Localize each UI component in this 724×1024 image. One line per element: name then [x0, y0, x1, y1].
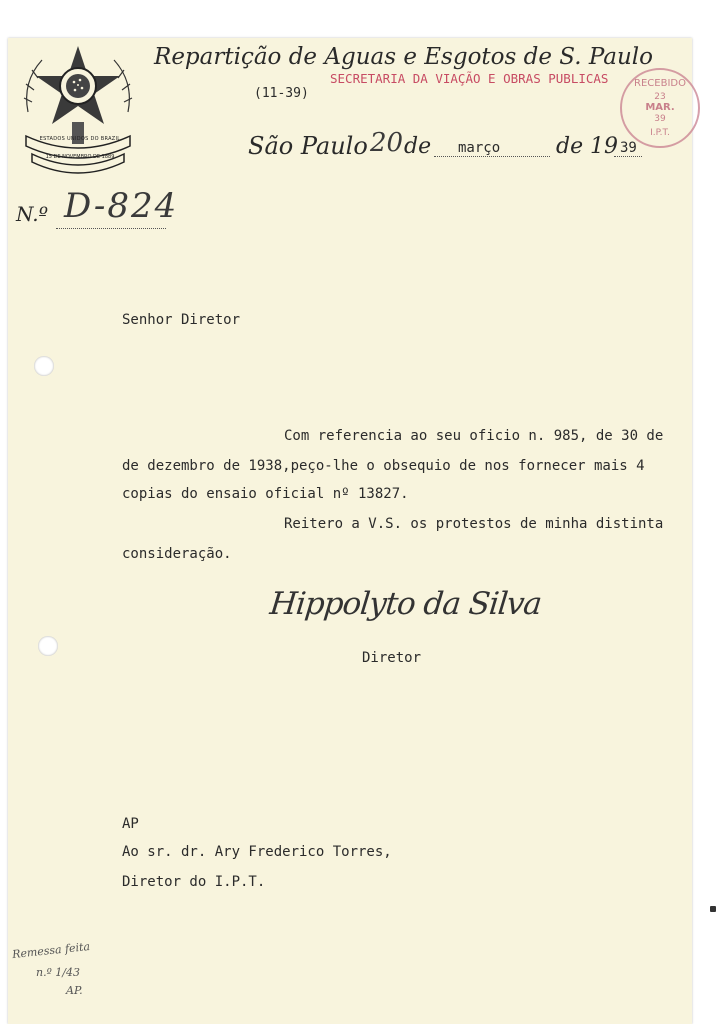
punch-hole-top: [34, 356, 54, 376]
date-dotline-2: [614, 156, 642, 157]
date-dotline-1: [434, 156, 550, 157]
date-day: 20: [370, 128, 404, 158]
salutation: Senhor Diretor: [122, 312, 241, 328]
margin-note-line-2: n.º 1/43: [36, 966, 80, 979]
form-code: (11-39): [254, 86, 309, 101]
date-city: São Paulo: [248, 132, 368, 160]
signatory-title: Diretor: [362, 650, 422, 666]
signature: Hippolyto da Silva: [268, 586, 543, 622]
stamp-year: 39: [654, 114, 666, 124]
letter-page: [8, 38, 692, 1024]
margin-note-line-3: AP.: [66, 984, 83, 997]
organization-name: Repartição de Aguas e Esgotos de S. Paulo: [154, 44, 653, 70]
margin-note-line-1: Remessa feita: [11, 939, 91, 962]
addressee-line-1: Ao sr. dr. Ary Frederico Torres,: [122, 844, 392, 860]
body-line-1: Com referencia ao seu oficio n. 985, de 30 de: [284, 428, 664, 444]
stamp-bottom-text: I.P.T.: [650, 128, 670, 138]
addressee-line-2: Diretor do I.P.T.: [122, 874, 266, 890]
date-month: março: [458, 140, 501, 156]
edge-mark: [710, 906, 716, 912]
document-number: D-824: [64, 186, 179, 226]
body-line-5: consideração.: [122, 546, 232, 562]
body-line-4: Reitero a V.S. os protestos de minha distinta: [284, 516, 664, 532]
stamp-day: 23: [654, 92, 666, 102]
secretaria-stamp: SECRETARIA DA VIAÇÃO E OBRAS PUBLICAS: [330, 71, 609, 86]
received-stamp: [620, 68, 700, 148]
body-line-2: de dezembro de 1938,peço-lhe o obsequio de nos fornecer mais 4: [122, 458, 645, 474]
stamp-top-text: RECEBIDO: [634, 78, 686, 89]
punch-hole-bottom: [38, 636, 58, 656]
date-year-suffix: 39: [620, 140, 637, 156]
date-de-1: de: [404, 134, 432, 159]
number-dotline: [56, 228, 166, 229]
seal-date: 15 DE NOVEMBRO DE 1889: [45, 154, 115, 160]
addressee-ref: AP: [122, 816, 139, 832]
date-year-prefix: 19: [590, 134, 618, 159]
stamp-month: MAR.: [645, 102, 675, 113]
seal-inscription: ESTADOS UNIDOS DO BRAZIL: [39, 136, 121, 142]
date-de-2: de: [556, 134, 584, 159]
number-label: N.º: [16, 202, 48, 226]
body-line-3: copias do ensaio oficial nº 13827.: [122, 486, 409, 502]
